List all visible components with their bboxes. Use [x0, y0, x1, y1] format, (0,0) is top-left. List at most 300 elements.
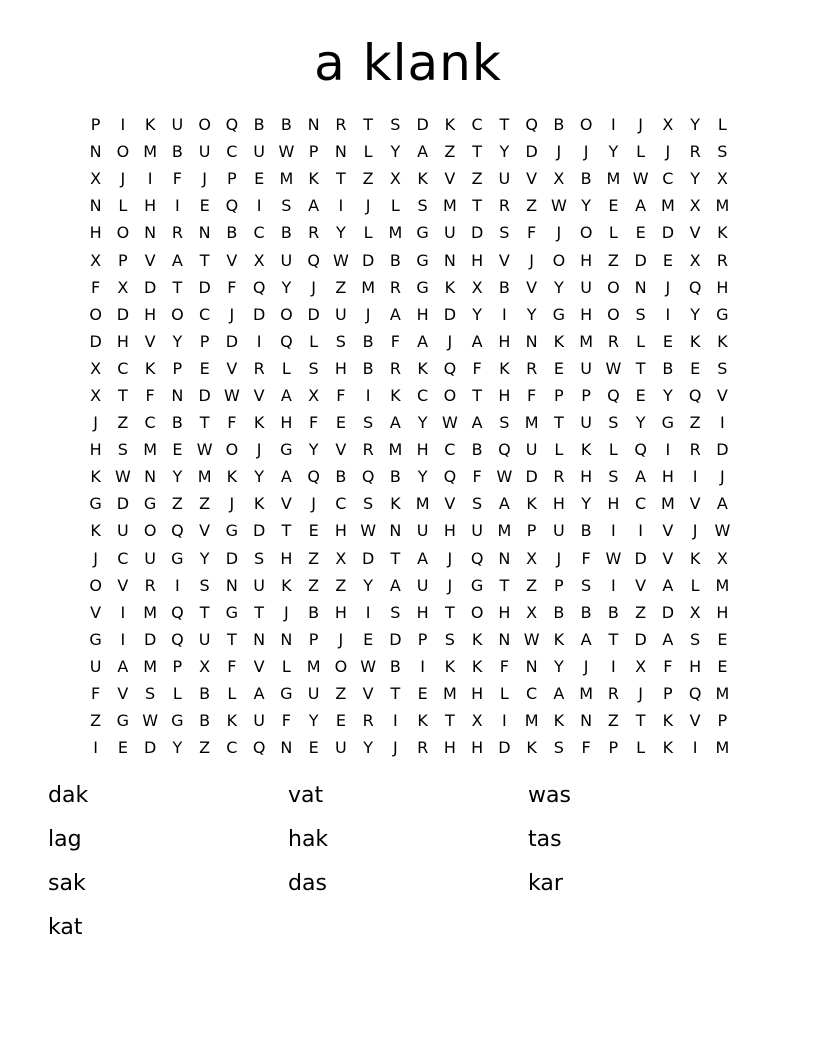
grid-letter: E: [635, 385, 646, 405]
grid-letter: Z: [526, 196, 538, 216]
grid-letter: W: [360, 656, 377, 676]
grid-letter: O: [443, 385, 457, 405]
grid-row: [82, 328, 736, 355]
grid-letter: O: [334, 656, 348, 676]
grid-letter: K: [253, 413, 265, 433]
grid-letter: I: [120, 115, 126, 135]
grid-letter: E: [254, 169, 265, 189]
grid-letter: N: [334, 142, 347, 162]
grid-letter: G: [89, 494, 102, 514]
grid-letter: S: [335, 331, 346, 351]
grid-letter: E: [199, 358, 210, 378]
grid-letter: E: [308, 521, 319, 541]
grid-letter: M: [524, 711, 539, 731]
grid-letter: O: [225, 440, 239, 460]
grid-letter: I: [256, 196, 262, 216]
grid-row: [82, 517, 736, 544]
grid-letter: E: [363, 629, 374, 649]
grid-letter: Q: [525, 115, 538, 135]
grid-letter: S: [308, 358, 319, 378]
grid-letter: X: [526, 548, 538, 568]
grid-letter: E: [662, 250, 673, 270]
grid-letter: M: [143, 440, 158, 460]
grid-letter: V: [689, 494, 701, 514]
grid-letter: T: [608, 629, 619, 649]
grid-letter: A: [280, 385, 292, 405]
grid-letter: T: [444, 602, 455, 622]
grid-letter: W: [360, 521, 377, 541]
grid-letter: F: [227, 413, 237, 433]
grid-letter: Q: [171, 521, 184, 541]
grid-letter: O: [607, 277, 620, 297]
grid-letter: B: [280, 223, 292, 243]
grid-letter: M: [143, 602, 158, 622]
grid-letter: S: [444, 629, 455, 649]
grid-letter: V: [498, 250, 510, 270]
grid-letter: D: [225, 548, 239, 568]
grid-letter: J: [720, 467, 725, 487]
grid-letter: D: [116, 494, 130, 514]
grid-letter: Z: [199, 738, 211, 758]
word-list-item: kar: [528, 871, 563, 896]
grid-letter: W: [605, 548, 622, 568]
grid-letter: K: [689, 548, 701, 568]
grid-letter: N: [144, 223, 157, 243]
grid-letter: A: [389, 575, 401, 595]
grid-letter: I: [175, 575, 180, 595]
grid-letter: W: [223, 385, 240, 405]
grid-letter: K: [580, 440, 592, 460]
grid-letter: M: [388, 440, 403, 460]
grid-letter: J: [93, 548, 98, 568]
grid-letter: N: [144, 467, 157, 487]
page-title: a klank: [314, 34, 502, 92]
grid-letter: D: [252, 304, 266, 324]
grid-letter: E: [335, 711, 346, 731]
grid-letter: H: [116, 331, 129, 351]
grid-letter: K: [553, 629, 565, 649]
grid-letter: Y: [553, 656, 564, 676]
grid-letter: Y: [553, 277, 564, 297]
grid-letter: Z: [335, 575, 347, 595]
grid-letter: H: [471, 684, 484, 704]
grid-letter: X: [553, 169, 565, 189]
grid-letter: X: [389, 169, 401, 189]
grid-letter: B: [226, 223, 238, 243]
grid-letter: B: [498, 277, 510, 297]
grid-letter: H: [89, 440, 102, 460]
grid-letter: L: [281, 358, 291, 378]
grid-letter: V: [117, 575, 129, 595]
grid-letter: H: [471, 738, 484, 758]
grid-letter: H: [498, 385, 511, 405]
grid-row: [82, 138, 736, 165]
grid-letter: X: [117, 277, 129, 297]
grid-letter: C: [117, 548, 129, 568]
grid-letter: A: [716, 494, 728, 514]
grid-letter: I: [365, 385, 371, 405]
grid-letter: E: [553, 358, 564, 378]
grid-letter: A: [117, 656, 129, 676]
grid-letter: V: [662, 548, 674, 568]
grid-letter: S: [117, 440, 128, 460]
grid-letter: B: [199, 711, 211, 731]
grid-letter: F: [581, 738, 591, 758]
grid-letter: O: [198, 115, 211, 135]
grid-row: [82, 680, 736, 707]
grid-letter: I: [120, 602, 126, 622]
grid-letter: G: [416, 250, 429, 270]
grid-letter: B: [580, 169, 592, 189]
grid-letter: W: [196, 440, 213, 460]
grid-letter: T: [553, 413, 564, 433]
grid-letter: Z: [308, 575, 320, 595]
grid-letter: K: [444, 277, 456, 297]
grid-letter: E: [335, 413, 346, 433]
grid-letter: C: [226, 142, 238, 162]
grid-letter: F: [390, 331, 400, 351]
grid-letter: J: [311, 277, 316, 297]
grid-letter: T: [472, 385, 483, 405]
grid-row: [82, 192, 736, 219]
grid-letter: Q: [634, 440, 647, 460]
grid-letter: D: [116, 304, 130, 324]
grid-letter: S: [281, 196, 292, 216]
grid-letter: L: [309, 331, 319, 351]
grid-letter: Q: [225, 115, 239, 135]
grid-letter: N: [89, 142, 102, 162]
grid-letter: F: [309, 413, 319, 433]
grid-letter: C: [144, 413, 156, 433]
grid-letter: K: [90, 467, 101, 487]
grid-letter: J: [556, 223, 562, 243]
grid-letter: I: [120, 629, 126, 649]
grid-letter: G: [225, 602, 239, 622]
grid-letter: U: [335, 738, 347, 758]
grid-letter: K: [662, 738, 674, 758]
grid-letter: X: [689, 250, 701, 270]
grid-letter: C: [253, 223, 265, 243]
grid-letter: P: [308, 142, 319, 162]
grid-row: [82, 463, 736, 490]
grid-letter: G: [716, 304, 729, 324]
grid-letter: Z: [117, 413, 129, 433]
grid-letter: V: [444, 169, 456, 189]
grid-letter: W: [114, 467, 131, 487]
grid-letter: M: [660, 196, 675, 216]
grid-letter: J: [365, 304, 371, 324]
grid-row: [82, 436, 736, 463]
grid-letter: P: [172, 656, 183, 676]
grid-letter: G: [171, 548, 184, 568]
grid-letter: X: [689, 196, 701, 216]
grid-letter: Z: [526, 575, 538, 595]
grid-letter: W: [605, 358, 622, 378]
grid-letter: B: [280, 115, 292, 135]
grid-row: [82, 274, 736, 301]
grid-letter: K: [281, 575, 292, 595]
grid-letter: A: [662, 629, 674, 649]
grid-letter: H: [498, 602, 511, 622]
grid-letter: C: [662, 169, 674, 189]
grid-letter: B: [389, 656, 401, 676]
grid-letter: Z: [471, 169, 483, 189]
grid-row: [82, 707, 736, 734]
grid-letter: L: [636, 331, 646, 351]
grid-letter: E: [717, 629, 728, 649]
grid-letter: R: [362, 440, 374, 460]
grid-letter: N: [634, 277, 647, 297]
grid-letter: Y: [308, 711, 319, 731]
grid-letter: P: [554, 575, 564, 595]
grid-letter: J: [202, 169, 207, 189]
grid-letter: V: [362, 684, 374, 704]
grid-letter: H: [416, 304, 429, 324]
grid-letter: T: [199, 413, 210, 433]
grid-row: [82, 653, 736, 680]
grid-letter: Q: [171, 602, 184, 622]
word-list-item: vat: [288, 783, 324, 808]
grid-row: [82, 545, 736, 572]
grid-letter: Y: [308, 440, 319, 460]
grid-letter: E: [635, 223, 646, 243]
grid-letter: X: [635, 656, 647, 676]
grid-letter: T: [199, 250, 210, 270]
word-list-item: tas: [528, 827, 562, 852]
grid-letter: K: [471, 629, 483, 649]
grid-letter: C: [635, 494, 647, 514]
word-list-item: dak: [48, 783, 89, 808]
grid-letter: H: [716, 602, 729, 622]
grid-letter: P: [608, 738, 619, 758]
grid-letter: Y: [417, 467, 428, 487]
word-list-item: lag: [48, 827, 82, 852]
grid-letter: J: [120, 169, 126, 189]
grid-letter: D: [143, 738, 157, 758]
grid-letter: M: [524, 413, 539, 433]
grid-letter: S: [390, 115, 401, 135]
grid-letter: K: [717, 223, 728, 243]
grid-letter: F: [336, 385, 346, 405]
grid-letter: C: [444, 440, 456, 460]
grid-letter: Q: [252, 277, 266, 297]
grid-letter: M: [143, 656, 158, 676]
grid-letter: Z: [171, 494, 183, 514]
grid-letter: D: [389, 629, 402, 649]
grid-letter: H: [280, 413, 293, 433]
grid-letter: J: [256, 440, 262, 460]
grid-letter: K: [444, 115, 456, 135]
grid-letter: W: [523, 629, 540, 649]
grid-letter: Z: [607, 711, 619, 731]
grid-letter: D: [252, 521, 266, 541]
grid-letter: F: [227, 277, 237, 297]
grid-letter: D: [634, 548, 647, 568]
grid-letter: F: [91, 277, 101, 297]
grid-letter: V: [280, 494, 292, 514]
grid-letter: F: [472, 358, 482, 378]
grid-letter: Y: [690, 169, 701, 189]
grid-letter: G: [280, 440, 293, 460]
grid-letter: F: [527, 223, 537, 243]
grid-letter: G: [416, 277, 429, 297]
grid-letter: O: [552, 250, 566, 270]
grid-letter: E: [199, 196, 210, 216]
grid-letter: J: [338, 629, 344, 649]
grid-letter: K: [471, 656, 483, 676]
grid-letter: B: [662, 358, 674, 378]
grid-letter: O: [171, 304, 184, 324]
grid-letter: O: [470, 602, 484, 622]
grid-letter: X: [526, 602, 538, 622]
grid-letter: S: [363, 494, 374, 514]
grid-letter: S: [199, 575, 210, 595]
grid-row: [82, 734, 736, 761]
grid-letter: Q: [470, 548, 484, 568]
grid-letter: B: [580, 602, 592, 622]
grid-letter: B: [253, 115, 265, 135]
grid-letter: D: [470, 223, 484, 243]
grid-letter: U: [171, 115, 184, 135]
grid-letter: U: [416, 575, 429, 595]
grid-letter: Z: [308, 548, 320, 568]
grid-letter: K: [526, 494, 537, 514]
grid-letter: A: [662, 575, 674, 595]
grid-letter: V: [444, 494, 456, 514]
grid-letter: S: [581, 575, 592, 595]
grid-letter: E: [608, 196, 619, 216]
grid-letter: V: [526, 277, 538, 297]
grid-letter: D: [143, 629, 157, 649]
grid-letter: K: [417, 711, 428, 731]
grid-letter: K: [417, 358, 428, 378]
grid-letter: I: [502, 711, 507, 731]
grid-letter: R: [144, 575, 156, 595]
grid-letter: N: [443, 250, 456, 270]
grid-row: [82, 490, 736, 517]
grid-letter: K: [144, 358, 156, 378]
grid-letter: G: [116, 711, 130, 731]
grid-letter: D: [416, 115, 429, 135]
grid-letter: T: [499, 115, 510, 135]
grid-letter: I: [365, 602, 371, 622]
grid-letter: A: [417, 331, 429, 351]
grid-letter: I: [175, 196, 180, 216]
grid-letter: V: [635, 575, 647, 595]
grid-letter: K: [90, 521, 101, 541]
grid-letter: L: [118, 196, 128, 216]
grid-letter: T: [254, 602, 265, 622]
grid-letter: B: [335, 467, 347, 487]
grid-letter: W: [142, 711, 159, 731]
grid-letter: N: [198, 223, 211, 243]
grid-letter: Q: [171, 629, 184, 649]
grid-letter: J: [229, 494, 235, 514]
grid-letter: X: [90, 250, 102, 270]
grid-letter: Q: [443, 467, 457, 487]
grid-letter: M: [361, 277, 376, 297]
grid-letter: K: [144, 115, 156, 135]
grid-letter: I: [502, 304, 507, 324]
grid-letter: J: [447, 331, 453, 351]
grid-letter: B: [362, 331, 374, 351]
grid-letter: M: [579, 331, 594, 351]
grid-letter: T: [390, 548, 401, 568]
grid-letter: Y: [472, 304, 483, 324]
grid-letter: D: [143, 277, 157, 297]
grid-letter: A: [635, 196, 647, 216]
grid-letter: U: [198, 142, 211, 162]
grid-letter: K: [444, 656, 456, 676]
grid-letter: A: [389, 304, 401, 324]
grid-letter: H: [498, 331, 511, 351]
grid-letter: I: [147, 169, 153, 189]
grid-letter: X: [253, 250, 265, 270]
grid-letter: N: [253, 629, 266, 649]
grid-letter: N: [498, 629, 511, 649]
grid-letter: A: [308, 196, 320, 216]
grid-letter: S: [472, 494, 483, 514]
word-list-item: was: [528, 783, 571, 808]
grid-letter: D: [661, 602, 675, 622]
grid-letter: J: [665, 142, 671, 162]
grid-letter: U: [253, 142, 265, 162]
grid-letter: R: [553, 467, 565, 487]
letter-grid: [82, 111, 736, 761]
grid-letter: W: [632, 169, 649, 189]
grid-letter: V: [90, 602, 102, 622]
grid-letter: T: [499, 575, 510, 595]
grid-letter: E: [662, 331, 673, 351]
grid-letter: M: [497, 521, 512, 541]
grid-letter: Q: [607, 385, 620, 405]
grid-letter: B: [553, 602, 565, 622]
grid-letter: U: [144, 548, 156, 568]
grid-letter: C: [199, 304, 211, 324]
grid-letter: X: [662, 115, 674, 135]
grid-letter: M: [415, 494, 430, 514]
grid-letter: N: [225, 575, 238, 595]
grid-letter: B: [553, 115, 565, 135]
grid-letter: T: [226, 629, 237, 649]
grid-letter: A: [417, 548, 429, 568]
grid-letter: T: [635, 358, 646, 378]
grid-letter: A: [417, 142, 429, 162]
grid-letter: D: [716, 440, 729, 460]
grid-letter: J: [529, 250, 534, 270]
grid-letter: I: [611, 575, 616, 595]
grid-letter: W: [278, 142, 295, 162]
grid-letter: N: [171, 385, 184, 405]
grid-letter: V: [253, 656, 265, 676]
grid-letter: M: [606, 169, 621, 189]
grid-letter: Y: [363, 575, 374, 595]
grid-letter: A: [471, 413, 483, 433]
grid-letter: B: [607, 602, 619, 622]
grid-letter: D: [443, 304, 457, 324]
grid-letter: B: [389, 467, 401, 487]
grid-letter: D: [198, 385, 211, 405]
grid-letter: T: [335, 169, 346, 189]
grid-letter: A: [580, 629, 592, 649]
grid-letter: H: [443, 738, 456, 758]
grid-letter: P: [663, 684, 673, 704]
grid-letter: D: [525, 467, 538, 487]
grid-letter: H: [607, 494, 620, 514]
grid-letter: J: [665, 277, 671, 297]
grid-letter: M: [660, 494, 675, 514]
grid-letter: Y: [390, 142, 401, 162]
